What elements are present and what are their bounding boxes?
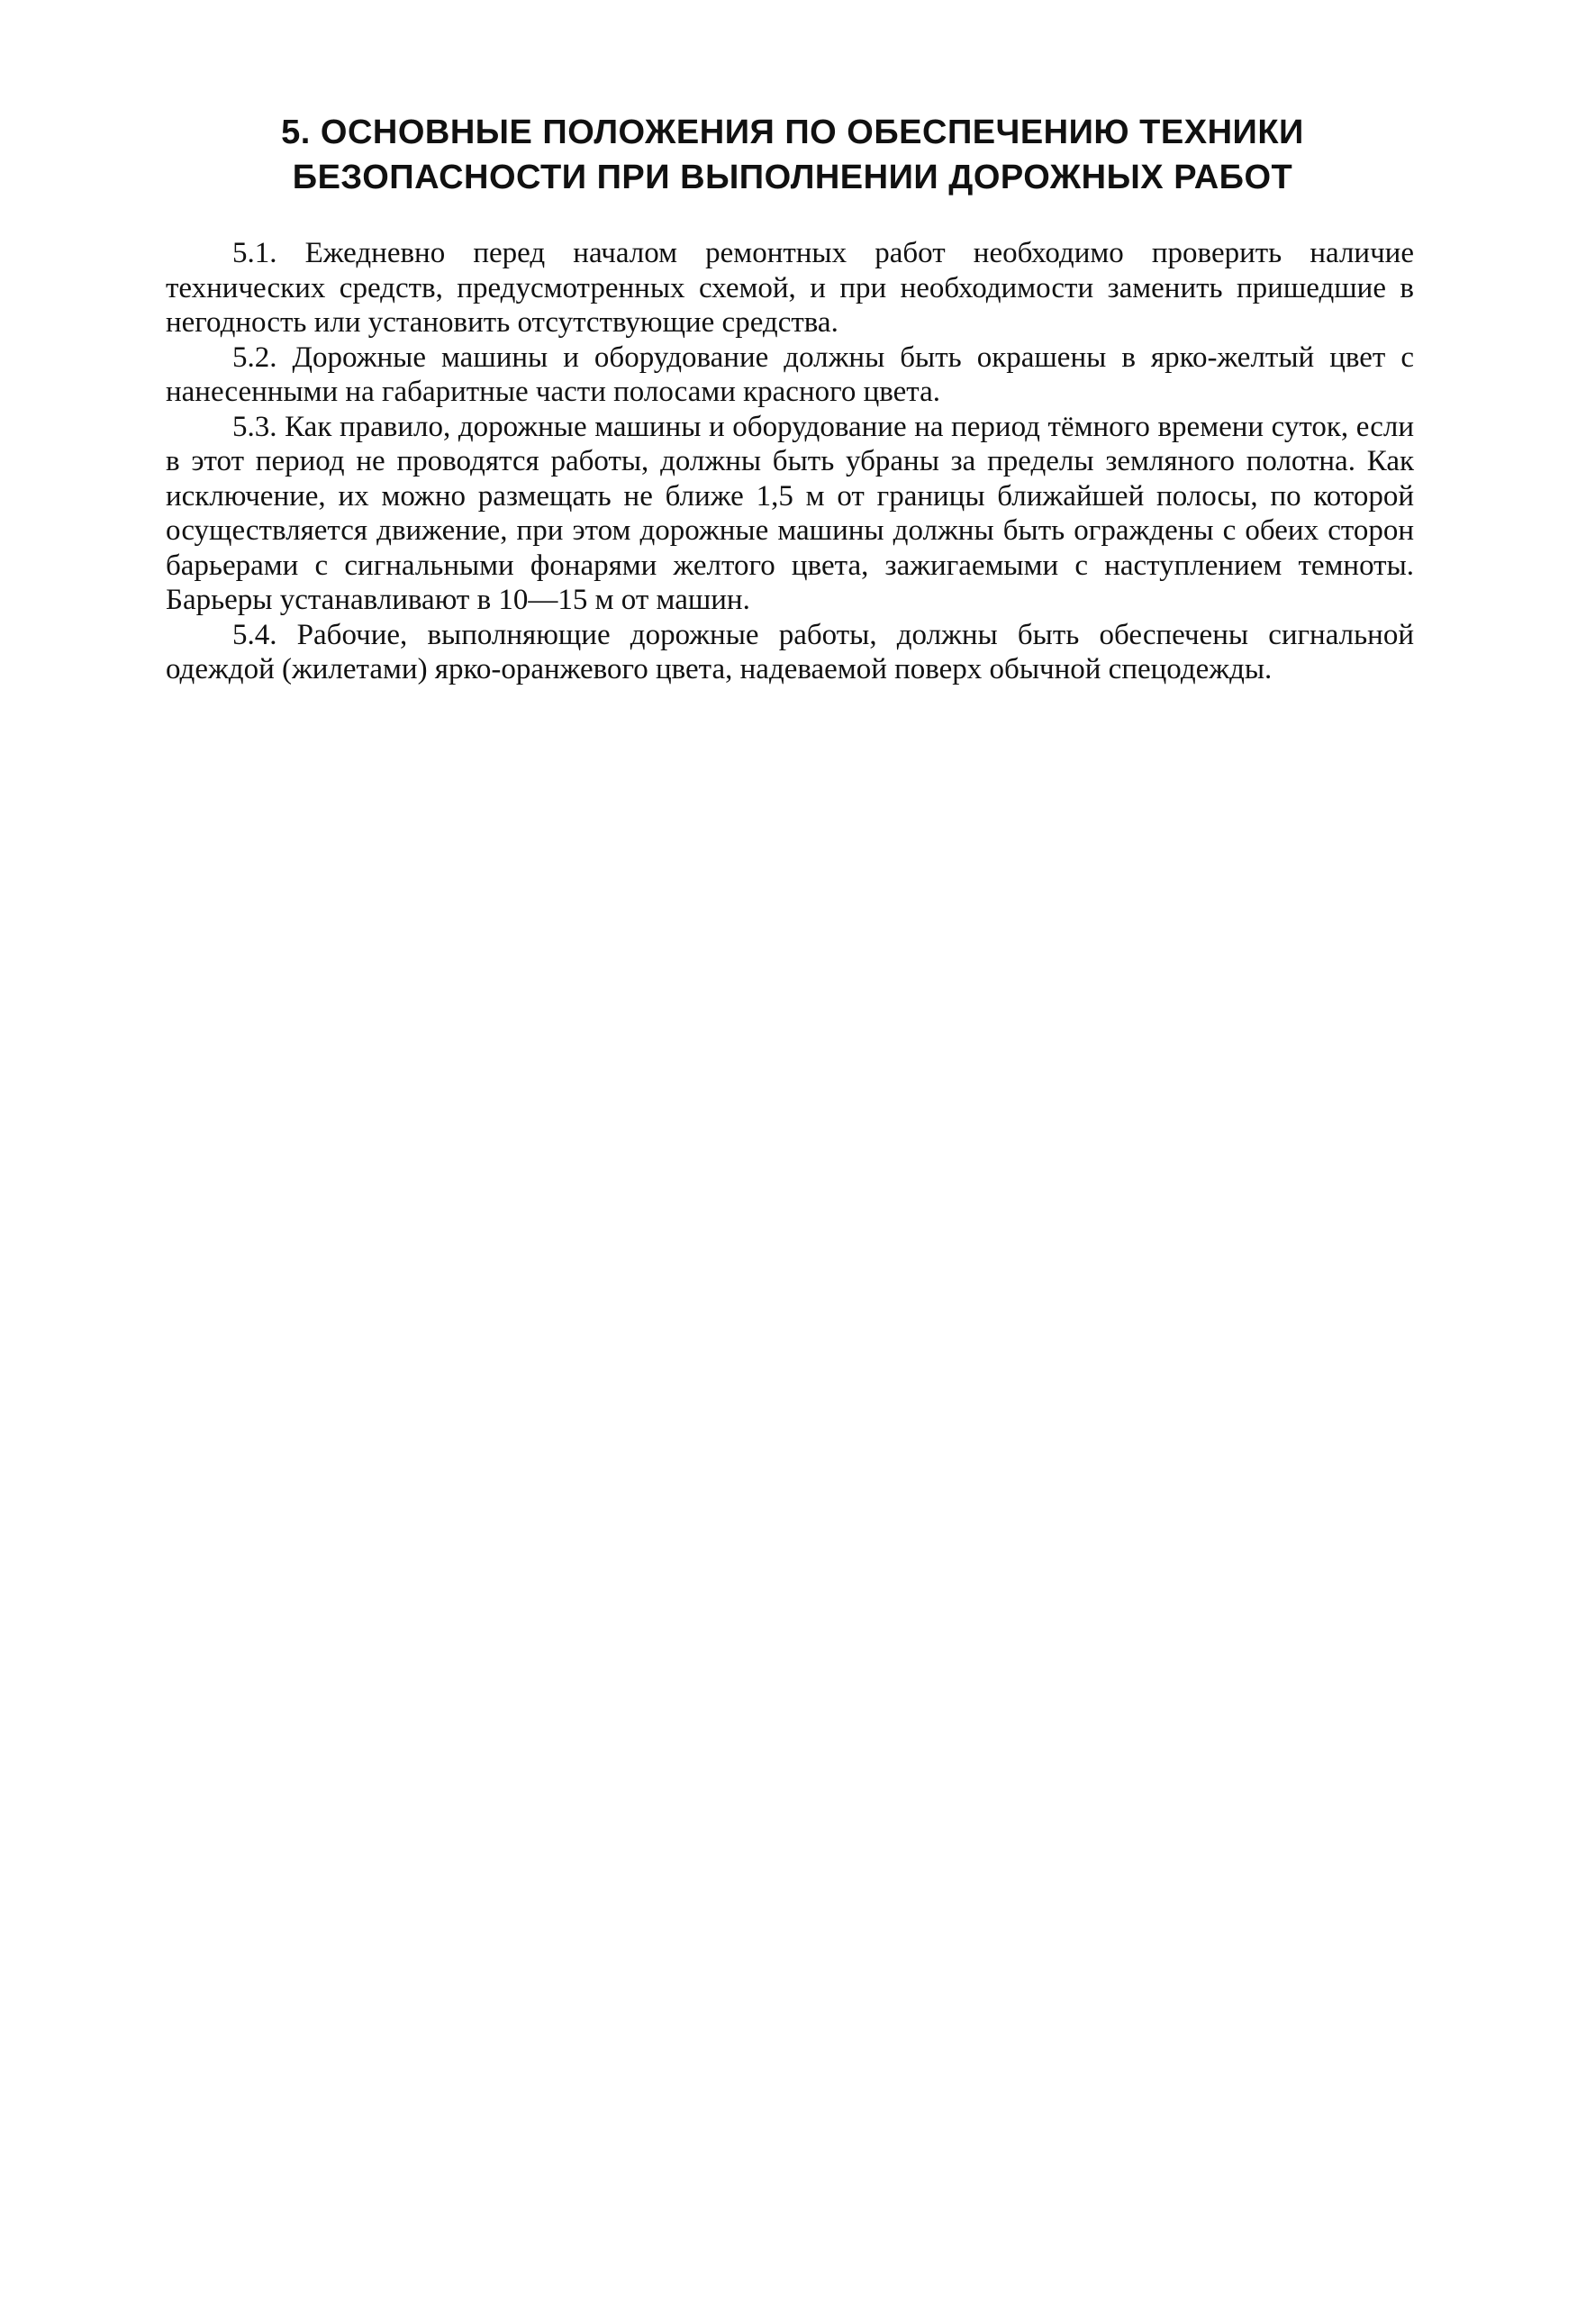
paragraph-5-4: 5.4. Рабочие, выполняющие дорожные работы, должны быть обеспечены сигнальной одеждой (жилетами) ярко-оранжевого цвета, надеваемой поверх обычной спецодежды. bbox=[166, 618, 1414, 685]
section-heading-line-2: БЕЗОПАСНОСТИ ПРИ ВЫПОЛНЕНИИ ДОРОЖНЫХ РАБОТ bbox=[292, 159, 1293, 196]
paragraph-5-3: 5.3. Как правило, дорожные машины и оборудование на период тёмного времени суток, если в этот период не проводятся работы, должны быть убраны за пределы земляного полотна. Как исключение, их можно размещать не ближе 1,5 м от границы ближайшей полосы, по которой осуществляется движение, при этом дорожные машины должны быть ограждены с обеих сторон барьерами с сигнальными фонарями желтого цвета, зажигаемыми с наступлением темноты. Барьеры устанавливают в 10—15 м от машин. bbox=[166, 410, 1414, 616]
section-body bbox=[166, 236, 1414, 687]
section-heading-line-1: 5. ОСНОВНЫЕ ПОЛОЖЕНИЯ ПО ОБЕСПЕЧЕНИЮ ТЕХНИКИ bbox=[281, 113, 1304, 151]
paragraph-5-1: 5.1. Ежедневно перед началом ремонтных работ необходимо проверить наличие технических средств, предусмотренных схемой, и при необходимости заменить пришедшие в негодность или установить отсутствующие средства. bbox=[166, 237, 1414, 339]
section-heading bbox=[162, 110, 1423, 200]
paragraph-5-2: 5.2. Дорожные машины и оборудование должны быть окрашены в ярко-желтый цвет с нанесенными на габаритные части полосами красного цвета. bbox=[166, 340, 1414, 408]
